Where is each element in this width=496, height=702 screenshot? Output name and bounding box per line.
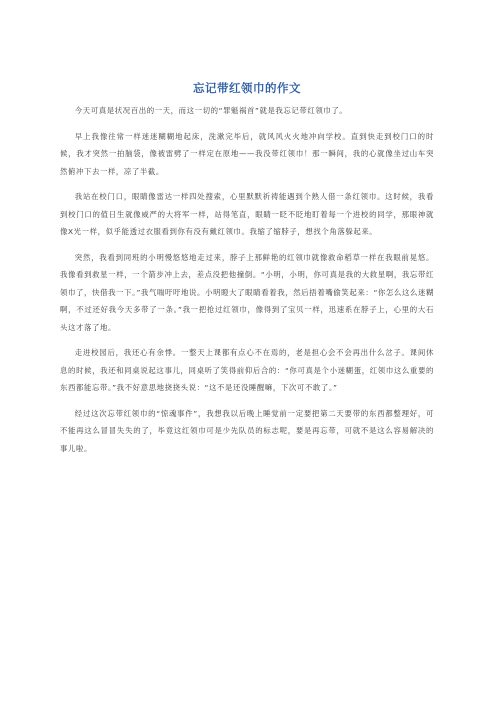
paragraph-1: 今天可真是状况百出的一天，而这一切的“罪魁祸首”就是我忘记带红领巾了。: [74, 106, 348, 115]
paragraph-6: 经过这次忘带红领巾的“惊魂事件”，我想我以后晚上睡觉前一定要把第二天要带的东西都整理好，可不能再这么冒冒失失的了，毕竟这红领巾可是少先队员的标志呢，要是再忘带，可就不是这么容易解决的事儿啦。: [60, 408, 434, 453]
document-page: [60, 80, 434, 465]
paragraph-5: 走进校园后，我还心有余悸。一整天上课都有点心不在焉的，老是担心会不会再出什么岔子。课间休息的时候，我还和同桌说起这事儿，同桌听了笑得前仰后合的：“你可真是个小迷糊蛋，红领巾这么重要的东西都能忘带。”我不好意思地挠挠头说：“这不是还没睡醒嘛，下次可不敢了。”: [60, 348, 434, 392]
paragraph-3: 我站在校门口，眼睛像雷达一样四处搜索，心里默默祈祷能遇到个熟人借一条红领巾。这时候，我看到校门口的值日生就像威严的大将军一样，站得笔直，眼睛一眨不眨地盯着每一个进校的同学，那眼神就像X光一样，似乎能透过衣服看到你有没有戴红领巾。我缩了缩脖子，想找个角落躲起来。: [60, 192, 434, 236]
paragraph-4: 突然，我看到同班的小明慢悠悠地走过来，脖子上那鲜艳的红领巾就像救命稻草一样在我眼前晃悠。我像看到救星一样，一个箭步冲上去，差点没把他撞倒。“小明，小明，你可真是我的大救星啊，我忘带红领巾了，快借我一下。”我气喘吁吁地说。小明瞪大了眼睛看着我，然后捂着嘴偷笑起来：“你怎么这么迷糊啊，不过还好我今天多带了一条。”我一把抢过红领巾，像得到了宝贝一样，迅速系在脖子上，心里的大石头这才落了地。: [60, 252, 434, 332]
document-title: 忘记带红领巾的作文: [193, 81, 301, 95]
paragraph-2: 早上我像往常一样迷迷糊糊地起床，洗漱完毕后，就风风火火地冲向学校。直到快走到校门口的时候，我才突然一拍脑袋，像被雷劈了一样定在原地——我没带红领巾！那一瞬间，我的心就像坐过山车突然俯冲下去一样，凉了半截。: [60, 131, 434, 176]
